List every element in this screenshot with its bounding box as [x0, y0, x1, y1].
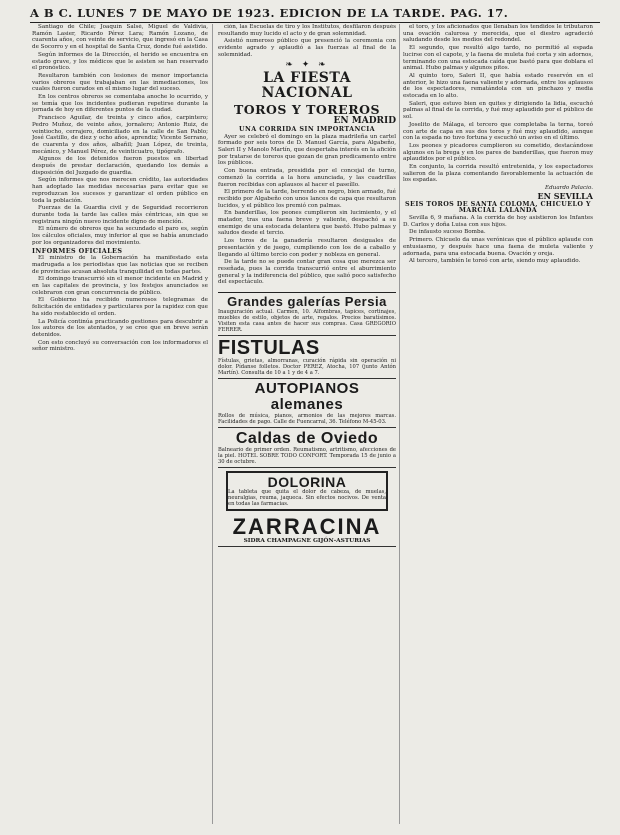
ad-fistulas [218, 336, 396, 379]
ad-persia-name: Grandes galerías Persia [227, 294, 387, 310]
col1-paragraph: El Gobierno ha recibido numerosos telegramas de felicitación de entidades y particulares por la rapidez con que ha sido restablecido el orden. [32, 297, 208, 317]
col1-paragraph: Según informes que nos merecen crédito, las autoridades han adoptado las medidas necesarias para evitar que se reproduzcan los sucesos y garantizar el orden público en toda la población. [32, 177, 208, 204]
col1-paragraph: En los centros obreros se comentaba anoche lo ocurrido, y se temía que los incidentes pudieran repetirse durante la jornada de hoy en diferentes puntos de la ciudad. [32, 94, 208, 114]
section-city: EN MADRID [333, 116, 396, 127]
col1-lead: Santiago de Chile; Joaquín Salsé, Miguel de Valdivia, Ramón Lasier, Ricardo Pérez Lara; Ramón Lozano, de cuarenta años, con veinte de servicio, que ingresó en la Casa de Socorro y en el hospital de Santa Cruz, donde fué asistido. [32, 24, 208, 51]
col3-paragraph: Los peones y picadores cumplieron su cometido, destacándose algunos en la brega y en los pares de banderillas, que fueron muy aplaudidos por el público. [403, 142, 593, 163]
ad-caldas-text: Balneario de primer orden. Reumatismo, artritismo, afecciones de la piel. HOTEL SOBRE TODO CONFORT. Temporada 15 de junio a 30 de octubre. [218, 447, 396, 466]
col2-paragraph: Ayer se celebró el domingo en la plaza madrileña un cartel formado por seis toros de D. Manuel García, para Algabeño, Saleri II y Manolo Martín, que despertaba interés en la afición por tratarse de toreros que gozan de gran predicamento entre los públicos. [218, 133, 396, 167]
header-text: A B C. LUNES 7 DE MAYO DE 1923. EDICION DE LA TARDE. PAG. 17. [30, 6, 509, 20]
section-subtitle: TOROS Y TOREROS [233, 102, 381, 118]
ad-dolorina-text: La tableta que quita el dolor de cabeza, de muelas, neuralgias, reuma, jaqueca. Sin efectos nocivos. De venta en todas las farmacias. [228, 489, 386, 508]
ad-dolorina [226, 471, 388, 511]
column-1 [32, 24, 208, 824]
column-divider-1 [212, 24, 213, 824]
col3-paragraph: el toro, y los aficionados que llenaban los tendidos le tributaron una ovación calurosa y merecida, que el diestro agradeció saludando desde los medios del redondel. [403, 24, 593, 44]
col3-paragraph: Saleri, que estuvo bien en quites y dirigiendo la lidia, escuchó palmas al final de la corrida, y fué muy aplaudido por el público de sol. [403, 100, 593, 121]
article-subheading: UNA CORRIDA SIN IMPORTANCIA [239, 124, 375, 133]
col1-paragraph: Fuerzas de la Guardia civil y de Seguridad recorrieron durante toda la tarde las calles más céntricas, sin que se registrara ningún nuevo incidente digno de mención. [32, 205, 208, 225]
col1-paragraph: Según informes de la Dirección, el herido se encuentra en estado grave, y los médicos que le asisten se han reservado el pronóstico. [32, 51, 208, 72]
col3-subheading: SEIS TOROS DE SANTA COLOMA, CHICUELO Y MARCIAL LALANDA [405, 199, 591, 215]
col2-paragraph: En banderillas, los peones cumplieron sin lucimiento, y el matador, tras una faena breve y valiente, despachó a su enemigo de una estocada delantera que bastó. Hubo palmas y saludos desde el tercio. [218, 210, 396, 237]
ornament-divider: ❧ ✦ ❧ [285, 59, 329, 70]
ad-dolorina-name: DOLORINA [267, 474, 347, 491]
header-rule [30, 22, 600, 23]
ad-persia [218, 293, 396, 336]
page-header [30, 6, 600, 24]
ad-fistulas-text: Fístulas, grietas, almorranas, curación rápida sin operación ni dolor. Pídanse folletos. Doctor PEREZ, Atocha, 107 (junto Antón Martín). Consulta de 10 a 1 y de 4 a 7. [218, 358, 396, 377]
ad-zarracina-name: ZARRACINA [232, 514, 382, 540]
col1-paragraph: Con esto concluyó su conversación con los informadores el señor ministro. [32, 339, 208, 353]
ad-autopianos-name: AUTOPIANOS alemanes [254, 380, 360, 414]
col1-paragraph: Resultaron también con lesiones de menor importancia varios obreros que trabajaban en las inmediaciones, los cuales fueron curados en el mismo lugar del suceso. [32, 72, 208, 93]
column-2 [218, 24, 396, 824]
article-author: Eduardo Palacio. [545, 185, 593, 192]
ad-autopianos [218, 379, 396, 428]
col2-paragraph: Los toros de la ganadería resultaron desiguales de presentación y de juego, cumpliendo con los de a caballo y llegando al último tercio con poder y nobleza en general. [218, 238, 396, 258]
ad-caldas-name: Caldas de Oviedo [235, 430, 379, 448]
ad-zarracina-text: SIDRA CHAMPAGNE GIJÓN-ASTURIAS [243, 538, 371, 545]
ad-autopianos-text: Rollos de música, pianos, armonios de las mejores marcas. Facilidades de pago. Calle de Fuencarral, 36. Teléfono M-45-03. [218, 413, 396, 426]
ad-zarracina [218, 514, 396, 547]
col3-paragraph: En conjunto, la corrida resultó entretenida, y los espectadores salieron de la plaza comentando favorablemente la actuación de los espadas. [403, 164, 593, 184]
column-3 [403, 24, 593, 824]
col1-subheading: INFORMES OFICIALES [32, 246, 123, 255]
col1-paragraph: La Policía continúa practicando gestiones para descubrir a los autores de los atentados, y se cree que en breve serán detenidos. [32, 318, 208, 338]
col2-intro: ción, las Escuelas de tiro y los Institutos, desfilaron después resultando muy lucido el acto y de gran solemnidad. [218, 24, 396, 37]
advertisements [218, 292, 396, 547]
section-title: LA FIESTA NACIONAL [261, 70, 353, 102]
col3-paragraph: Sevilla 6, 9 mañana. A la corrida de hoy asistieron los Infantes D. Carlos y doña Luisa con sus hijos. [403, 214, 593, 228]
section-city-sevilla: EN SEVILLA [537, 190, 593, 201]
col3-paragraph: Al quinto toro, Saleri II, que había estado reservón en el anterior, le hizo una faena valiente y adornada, entre los aplausos de los espectadores, rematándola con un pinchazo y media estocada en lo alto. [403, 72, 593, 100]
col3-paragraph: Al tercero, también le toreó con arte, siendo muy aplaudido. [409, 258, 581, 265]
col3-paragraph: El segundo, que resultó algo tardo, no permitió al espada lucirse con el capote, y la faena de muleta fué corta y sin adornos, terminando con una estocada caída que bastó para que doblara el animal. Hubo palmas y algunos pitos. [403, 45, 593, 72]
col3-paragraph: Joselito de Málaga, el tercero que completaba la terna, toreó con arte de capa en sus dos toros y fué muy aplaudido, aunque con la espada no tuvo fortuna y escuchó un aviso en el último. [403, 121, 593, 142]
column-divider-2 [399, 24, 400, 824]
col1-paragraph: El domingo transcurrió sin el menor incidente en Madrid y en las capitales de provincia, y los festejos anunciados se celebraron con gran concurrencia de público. [32, 276, 208, 296]
col1-paragraph: El ministro de la Gobernación ha manifestado esta madrugada a los periodistas que las noticias que se reciben de provincias acusan absoluta tranquilidad en todas partes. [32, 255, 208, 275]
col1-paragraph: Algunos de los detenidos fueron puestos en libertad después de prestar declaración, quedando los demás a disposición del Juzgado de guardia. [32, 156, 208, 176]
col1-paragraph: Francisco Aguilar, de treinta y cinco años, carpintero; Pedro Muñoz, de veinte años, jornalero; Antonio Ruiz, de veintiocho, cerrajero, domiciliado en la calle de San Pablo; José Castillo, de diez y ocho años, aprendiz; Vicente Serrano, de cuarenta y dos años, albañil; Juan López, de treinta, mecánico, y Manuel Pérez, de veinticuatro, tipógrafo. [32, 115, 208, 155]
col2-paragraph: El primero de la tarde, berrendo en negro, bien armado, fué recibido por Algabeño con unos lances de capa que resultaron lucidos, y el público los premió con palmas. [218, 189, 396, 209]
ad-caldas [218, 428, 396, 468]
col2-paragraph: De la tarde no se puede contar gran cosa que merezca ser reseñada, pues la corrida transcurrió entre el aburrimiento general y la indiferencia del público, que salió poco satisfecho del espectáculo. [218, 259, 396, 286]
ad-fistulas-name: FISTULAS [218, 337, 320, 360]
col3-paragraph: De infausto suceso Bomba. [409, 229, 486, 236]
col2-paragraph: Con buena entrada, presidida por el concejal de turno, comenzó la corrida a la hora anunciada, y las cuadrillas fueron recibidas con aplausos al hacer el paseíllo. [218, 168, 396, 188]
col2-intro: Asistió numeroso público que presenció la ceremonia con evidente agrado y aplaudió a las fuerzas al final de la solemnidad. [218, 38, 396, 58]
ad-persia-text: Inauguración actual. Carmen, 10. Alfombras, tapices, cortinajes, muebles de estilo, objetos de arte, regalos. Precios baratísimos. Visiten esta casa antes de hacer sus compras. Casa GREGORIO FERRER. [218, 309, 396, 334]
col3-paragraph: Primero. Chicuelo da unas verónicas que el público aplaude con entusiasmo, y después hace una faena de muleta valiente y adornada, para una estocada buena. Ovación y oreja. [403, 237, 593, 257]
col1-paragraph: El número de obreros que ha secundado el paro es, según los cálculos oficiales, muy inferior al que se había anunciado por los organizadores del movimiento. [32, 226, 208, 246]
